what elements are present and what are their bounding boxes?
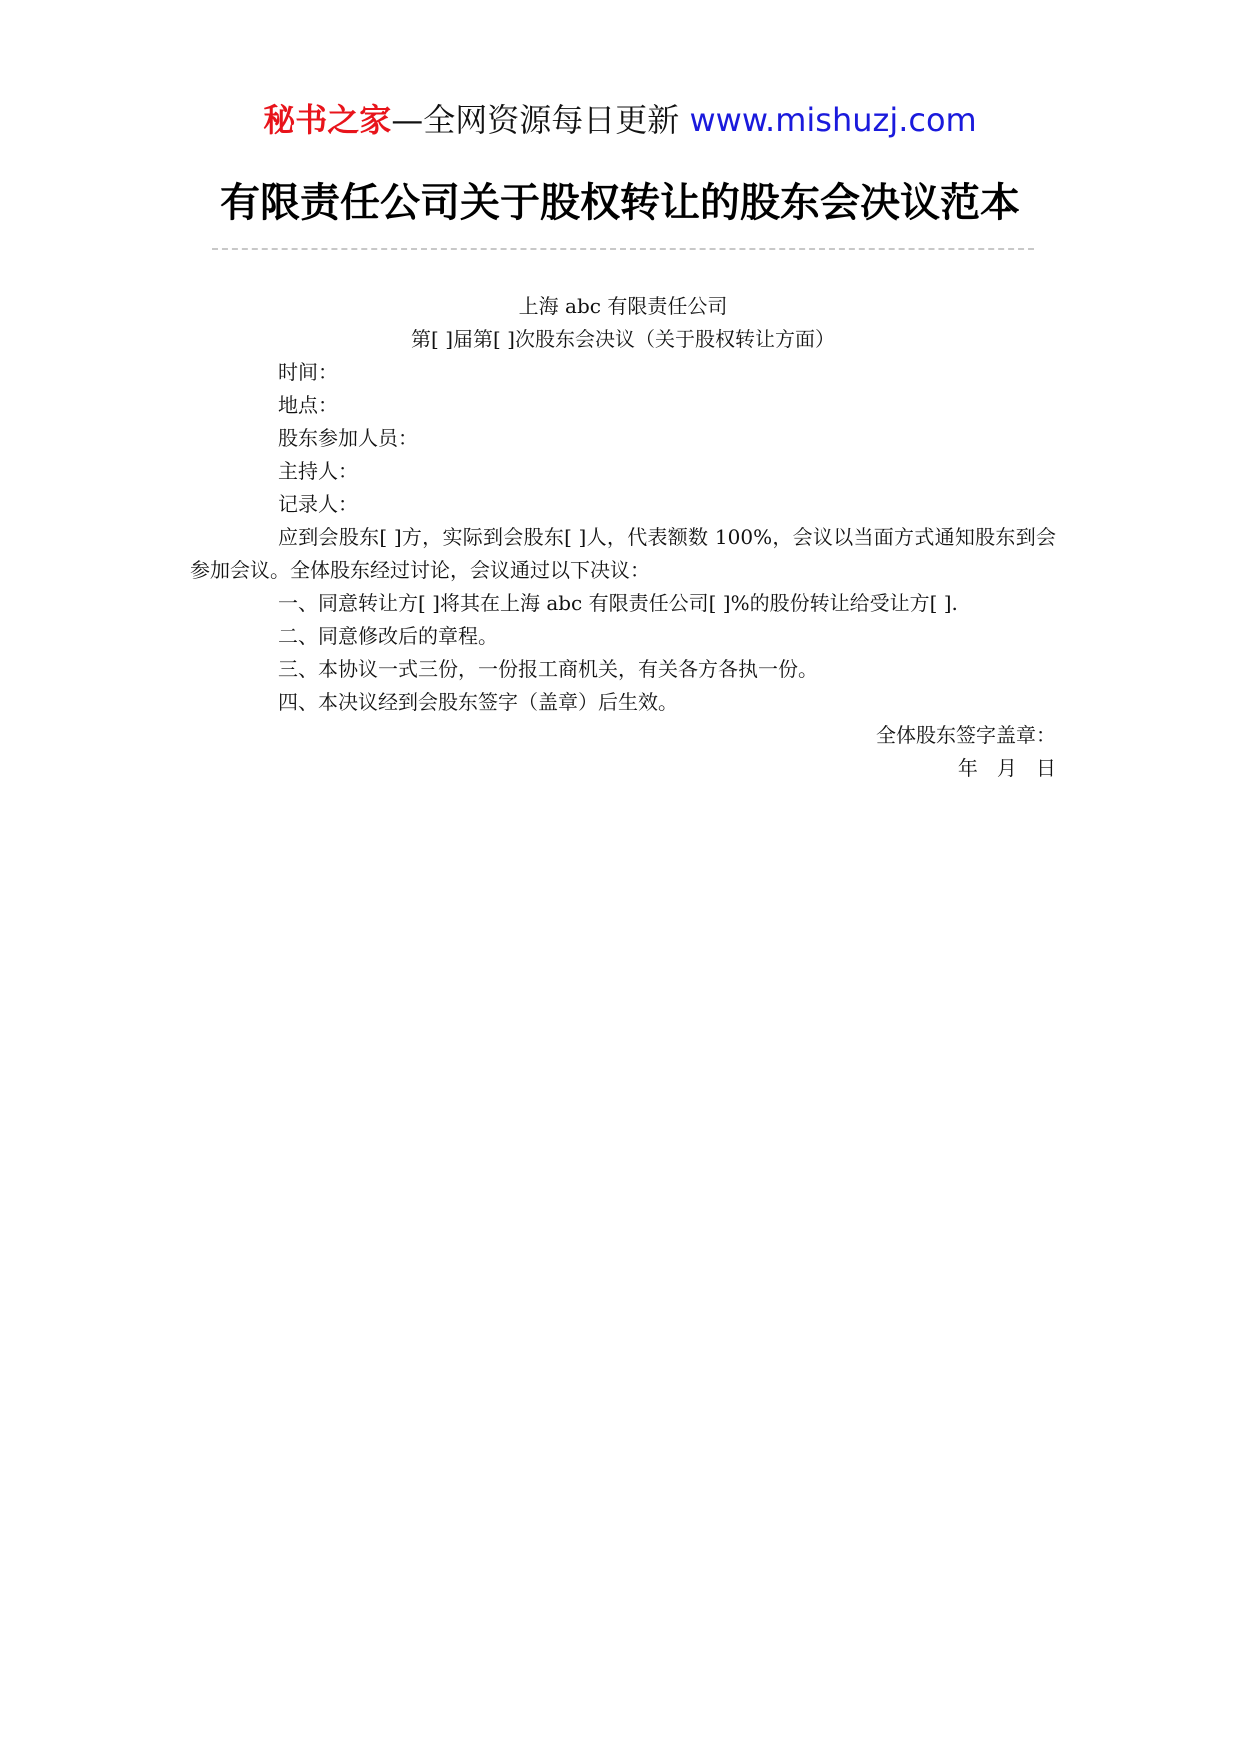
time-field: 时间： — [278, 360, 338, 384]
brand-name: 秘书之家 — [263, 101, 392, 139]
resolution-item: 三、本协议一式三份，一份报工商机关，有关各方各执一份。 — [278, 657, 818, 681]
attendance-paragraph: 应到会股东[ ]方，实际到会股东[ ]人，代表额数 100%，会议以当面方式通知股东到会参加会议。全体股东经过讨论，会议通过以下决议： — [190, 525, 1056, 582]
meeting-title: 第[ ]届第[ ]次股东会决议（关于股权转让方面） — [411, 327, 835, 351]
date-line: 年 月 日 — [957, 756, 1056, 780]
company-name: 上海 abc 有限责任公司 — [518, 294, 728, 318]
attendees-field: 股东参加人员： — [278, 426, 418, 450]
header-slogan: —全网资源每日更新 — [391, 101, 690, 139]
host-field: 主持人： — [278, 459, 358, 483]
signature-label: 全体股东签字盖章： — [876, 723, 1056, 747]
resolution-item: 二、同意修改后的章程。 — [278, 624, 498, 648]
resolution-item: 四、本决议经到会股东签字（盖章）后生效。 — [278, 690, 678, 714]
document-body — [190, 290, 1056, 785]
place-field: 地点： — [278, 393, 338, 417]
site-url-link[interactable]: www.mishuzj.com — [689, 101, 977, 139]
title-divider — [212, 248, 1034, 250]
document-title: 有限责任公司关于股权转让的股东会决议范本 — [220, 180, 1020, 226]
recorder-field: 记录人： — [278, 492, 358, 516]
site-header — [0, 100, 1240, 140]
resolution-item: 一、同意转让方[ ]将其在上海 abc 有限责任公司[ ]%的股份转让给受让方[ ]. — [278, 591, 958, 615]
